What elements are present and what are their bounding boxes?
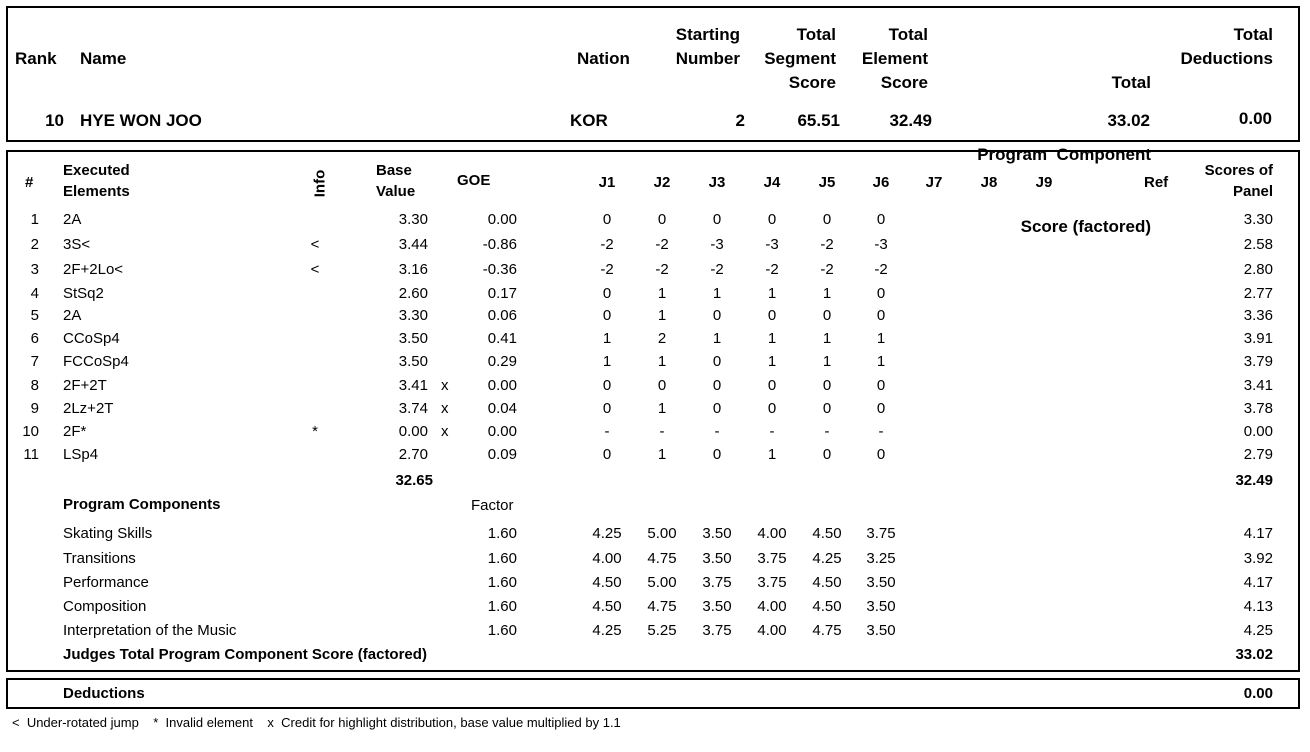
judge-header-j2: J2: [653, 174, 671, 191]
nation-header: Nation: [577, 49, 630, 68]
element-judge-score: 0: [712, 400, 722, 417]
element-judge-score: 0: [712, 377, 722, 394]
element-judge-score: -2: [765, 261, 779, 278]
element-judge-score: 0: [602, 400, 612, 417]
judge-header-j9: J9: [1035, 174, 1053, 191]
panel-score-header: Scores of Panel: [1204, 162, 1273, 200]
component-judge-score: 4.50: [812, 574, 842, 591]
element-judge-score: 0: [712, 211, 722, 228]
component-name: Interpretation of the Music: [63, 622, 237, 639]
component-judge-score: 4.50: [592, 574, 622, 591]
element-judge-score: -3: [765, 236, 779, 253]
element-judge-score: -2: [600, 236, 614, 253]
legend-text: < Under-rotated jump * Invalid element x Credit for highlight distribution, base value multiplied by 1.1: [12, 715, 621, 730]
element-judge-score: -2: [655, 261, 669, 278]
element-base-value: 2.60: [398, 285, 428, 302]
element-judge-score: 1: [602, 330, 612, 347]
element-judge-score: 0: [822, 307, 832, 324]
base-value-header: Base Value: [376, 162, 416, 200]
element-judge-score: 0: [767, 400, 777, 417]
element-judge-score: 0: [712, 353, 722, 370]
element-judge-score: 1: [657, 353, 667, 370]
deductions-header: Total Deductions: [1180, 25, 1273, 68]
rank-header: Rank: [15, 49, 57, 68]
component-judge-score: 3.75: [702, 622, 732, 639]
element-info: *: [312, 423, 318, 440]
name-header: Name: [80, 49, 127, 68]
element-goe: 0.00: [487, 211, 517, 228]
element-judge-score: 0: [602, 307, 612, 324]
executed-elements-header: Executed Elements: [63, 162, 130, 200]
component-judge-score: 4.25: [592, 525, 622, 542]
component-judge-score: 3.25: [866, 550, 896, 567]
element-row-number: 6: [30, 330, 39, 347]
element-judge-score: 0: [822, 211, 832, 228]
component-judge-score: 4.50: [812, 598, 842, 615]
element-panel-score: 3.36: [1243, 307, 1273, 324]
element-judge-score: -: [769, 423, 775, 440]
element-goe: 0.06: [487, 307, 517, 324]
component-factor: 1.60: [487, 574, 517, 591]
element-judge-score: 0: [602, 446, 612, 463]
element-panel-score: 3.79: [1243, 353, 1273, 370]
elements-panel-total: 32.49: [1235, 472, 1273, 489]
component-name: Performance: [63, 574, 149, 591]
element-name: 2A: [63, 307, 82, 324]
element-judge-score: 1: [767, 285, 777, 302]
skater-tss: 65.51: [797, 111, 840, 130]
component-panel-score: 4.17: [1243, 525, 1273, 542]
element-judge-score: -3: [874, 236, 888, 253]
component-panel-score: 4.17: [1243, 574, 1273, 591]
element-judge-score: 1: [767, 330, 777, 347]
element-goe: -0.36: [482, 261, 517, 278]
component-panel-score: 3.92: [1243, 550, 1273, 567]
judge-header-j6: J6: [872, 174, 890, 191]
element-name: 3S<: [63, 236, 91, 253]
element-judge-score: 0: [876, 377, 886, 394]
element-goe: 0.04: [487, 400, 517, 417]
element-row-number: 7: [30, 353, 39, 370]
element-judge-score: -2: [820, 236, 834, 253]
element-base-value: 3.50: [398, 330, 428, 347]
component-factor: 1.60: [487, 550, 517, 567]
component-factor: 1.60: [487, 525, 517, 542]
element-name: LSp4: [63, 446, 99, 463]
element-name: CCoSp4: [63, 330, 120, 347]
component-judge-score: 5.25: [647, 622, 677, 639]
deductions-value: 0.00: [1243, 685, 1273, 702]
elements-base-total: 32.65: [395, 472, 433, 489]
component-judge-score: 4.75: [812, 622, 842, 639]
element-bonus-mark: x: [441, 377, 449, 394]
component-factor: 1.60: [487, 622, 517, 639]
judge-header-j3: J3: [708, 174, 726, 191]
goe-column-header: GOE: [457, 172, 491, 189]
element-judge-score: 0: [876, 211, 886, 228]
element-row-number: 2: [30, 236, 39, 253]
component-panel-score: 4.13: [1243, 598, 1273, 615]
element-row-number: 5: [30, 307, 39, 324]
element-judge-score: 0: [876, 285, 886, 302]
element-judge-score: 0: [876, 446, 886, 463]
element-row-number: 3: [30, 261, 39, 278]
element-judge-score: -2: [820, 261, 834, 278]
element-base-value: 3.30: [398, 307, 428, 324]
element-row-number: 9: [30, 400, 39, 417]
skater-name: HYE WON JOO: [80, 111, 202, 130]
judge-header-j7: J7: [925, 174, 943, 191]
component-judge-score: 4.25: [812, 550, 842, 567]
element-goe: 0.00: [487, 377, 517, 394]
skater-deductions: 0.00: [1238, 109, 1272, 128]
component-judge-score: 3.50: [866, 598, 896, 615]
skater-pcs: 33.02: [1107, 111, 1150, 130]
num-column-header: #: [25, 174, 34, 191]
element-name: 2F*: [63, 423, 87, 440]
component-judge-score: 5.00: [647, 525, 677, 542]
element-judge-score: -2: [600, 261, 614, 278]
component-judge-score: 3.75: [757, 550, 787, 567]
element-row-number: 4: [30, 285, 39, 302]
element-base-value: 3.16: [398, 261, 428, 278]
element-judge-score: 1: [822, 285, 832, 302]
element-goe: 0.17: [487, 285, 517, 302]
component-judge-score: 4.00: [757, 525, 787, 542]
element-base-value: 3.50: [398, 353, 428, 370]
component-judge-score: 3.75: [866, 525, 896, 542]
element-judge-score: -3: [710, 236, 724, 253]
element-name: 2F+2Lo<: [63, 261, 124, 278]
element-judge-score: 0: [876, 307, 886, 324]
element-row-number: 8: [30, 377, 39, 394]
element-judge-score: -: [878, 423, 884, 440]
element-judge-score: 0: [657, 377, 667, 394]
element-judge-score: 1: [657, 285, 667, 302]
element-judge-score: 1: [712, 330, 722, 347]
skater-rank: 10: [45, 111, 64, 130]
element-judge-score: 2: [657, 330, 667, 347]
judge-header-j4: J4: [763, 174, 781, 191]
component-judge-score: 3.50: [702, 525, 732, 542]
component-judge-score: 4.50: [592, 598, 622, 615]
element-judge-score: 0: [822, 400, 832, 417]
component-factor: 1.60: [487, 598, 517, 615]
element-judge-score: 1: [712, 285, 722, 302]
element-judge-score: 1: [767, 446, 777, 463]
element-goe: 0.29: [487, 353, 517, 370]
pcs-total-label: Judges Total Program Component Score (factored): [63, 646, 427, 663]
component-name: Skating Skills: [63, 525, 153, 542]
component-judge-score: 4.50: [812, 525, 842, 542]
component-name: Composition: [63, 598, 147, 615]
element-judge-score: 0: [657, 211, 667, 228]
pcs-header: Total Program Component Score (factored): [977, 73, 1151, 236]
element-judge-score: 0: [822, 377, 832, 394]
component-panel-score: 4.25: [1243, 622, 1273, 639]
element-row-number: 11: [23, 446, 39, 463]
element-base-value: 3.41: [398, 377, 428, 394]
component-judge-score: 3.50: [702, 598, 732, 615]
element-bonus-mark: x: [441, 423, 449, 440]
element-name: 2F+2T: [63, 377, 107, 394]
skater-nation: KOR: [570, 111, 608, 130]
element-goe: 0.00: [487, 423, 517, 440]
element-panel-score: 3.41: [1243, 377, 1273, 394]
element-judge-score: 0: [822, 446, 832, 463]
element-judge-score: 0: [767, 211, 777, 228]
component-judge-score: 3.50: [866, 622, 896, 639]
element-judge-score: 1: [657, 446, 667, 463]
element-base-value: 0.00: [398, 423, 428, 440]
starting-number-header: Starting Number: [675, 25, 740, 68]
element-judge-score: 0: [602, 377, 612, 394]
element-judge-score: 1: [822, 330, 832, 347]
skater-tes: 32.49: [889, 111, 932, 130]
element-panel-score: 2.77: [1243, 285, 1273, 302]
component-judge-score: 3.75: [757, 574, 787, 591]
tss-header: Total Segment Score: [764, 25, 836, 92]
element-judge-score: 1: [876, 353, 886, 370]
deductions-box: [6, 678, 1300, 709]
element-judge-score: -2: [874, 261, 888, 278]
element-judge-score: -: [659, 423, 665, 440]
element-judge-score: 1: [876, 330, 886, 347]
component-name: Transitions: [63, 550, 136, 567]
element-judge-score: 0: [712, 307, 722, 324]
tes-header: Total Element Score: [861, 25, 928, 92]
component-judge-score: 4.75: [647, 550, 677, 567]
element-panel-score: 3.91: [1243, 330, 1273, 347]
component-judge-score: 3.75: [702, 574, 732, 591]
element-judge-score: 0: [767, 307, 777, 324]
element-row-number: 1: [30, 211, 39, 228]
element-judge-score: 0: [712, 446, 722, 463]
component-judge-score: 4.00: [757, 598, 787, 615]
element-judge-score: 1: [767, 353, 777, 370]
factor-column-header: Factor: [471, 497, 514, 514]
info-column-header: Info: [311, 169, 329, 198]
element-info: <: [310, 236, 320, 253]
element-judge-score: 0: [767, 377, 777, 394]
element-info: <: [310, 261, 320, 278]
element-judge-score: 0: [602, 285, 612, 302]
element-panel-score: 2.58: [1243, 236, 1273, 253]
element-goe: 0.09: [487, 446, 517, 463]
element-judge-score: -: [824, 423, 830, 440]
element-base-value: 3.44: [398, 236, 428, 253]
element-goe: -0.86: [482, 236, 517, 253]
element-judge-score: 0: [602, 211, 612, 228]
component-judge-score: 4.00: [592, 550, 622, 567]
element-judge-score: 1: [657, 307, 667, 324]
element-judge-score: -2: [655, 236, 669, 253]
pcs-total-value: 33.02: [1235, 646, 1273, 663]
judge-header-j8: J8: [980, 174, 998, 191]
element-base-value: 3.30: [398, 211, 428, 228]
component-judge-score: 4.25: [592, 622, 622, 639]
component-judge-score: 3.50: [702, 550, 732, 567]
element-name: 2A: [63, 211, 82, 228]
element-goe: 0.41: [487, 330, 517, 347]
element-panel-score: 2.79: [1243, 446, 1273, 463]
element-judge-score: -: [604, 423, 610, 440]
element-name: 2Lz+2T: [63, 400, 114, 417]
component-judge-score: 5.00: [647, 574, 677, 591]
skater-starting-number: 2: [735, 111, 745, 130]
judge-header-j5: J5: [818, 174, 836, 191]
element-panel-score: 3.78: [1243, 400, 1273, 417]
element-row-number: 10: [22, 423, 39, 440]
element-panel-score: 0.00: [1243, 423, 1273, 440]
component-judge-score: 4.00: [757, 622, 787, 639]
element-judge-score: 1: [657, 400, 667, 417]
element-judge-score: 1: [822, 353, 832, 370]
element-judge-score: -: [714, 423, 720, 440]
element-judge-score: -2: [710, 261, 724, 278]
element-base-value: 2.70: [398, 446, 428, 463]
element-judge-score: 0: [876, 400, 886, 417]
element-base-value: 3.74: [398, 400, 428, 417]
element-judge-score: 1: [602, 353, 612, 370]
element-panel-score: 2.80: [1243, 261, 1273, 278]
program-components-title: Program Components: [63, 496, 221, 513]
deductions-label: Deductions: [63, 685, 145, 702]
component-judge-score: 4.75: [647, 598, 677, 615]
element-bonus-mark: x: [441, 400, 449, 417]
judge-header-j1: J1: [598, 174, 616, 191]
element-name: FCCoSp4: [63, 353, 129, 370]
ref-column-header: Ref: [1144, 174, 1169, 191]
component-judge-score: 3.50: [866, 574, 896, 591]
element-name: StSq2: [63, 285, 104, 302]
element-panel-score: 3.30: [1243, 211, 1273, 228]
